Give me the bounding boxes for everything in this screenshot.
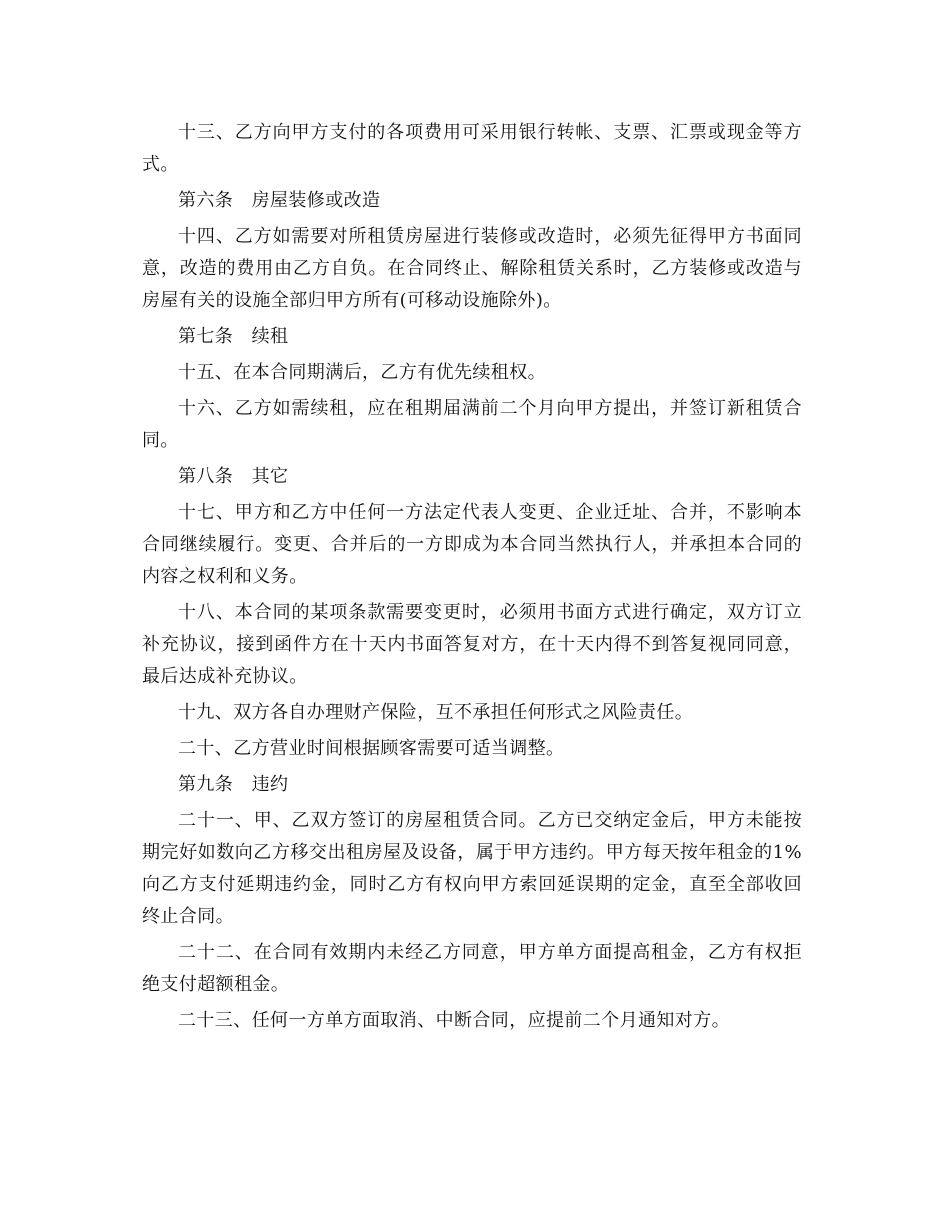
clause-16: 十六、乙方如需续租，应在租期届满前二个月向甲方提出，并签订新租赁合同。 xyxy=(142,398,802,451)
clause-23: 二十三、任何一方单方面取消、中断合同，应提前二个月通知对方。 xyxy=(178,1010,730,1031)
clause-20: 二十、乙方营业时间根据顾客需要可适当调整。 xyxy=(178,738,565,759)
article-6-heading: 第六条 房屋装修或改造 xyxy=(178,190,381,211)
article-7-heading: 第七条 续租 xyxy=(178,326,289,347)
clause-19: 十九、双方各自办理财产保险，互不承担任何形式之风险责任。 xyxy=(178,702,694,723)
clause-15: 十五、在本合同期满后，乙方有优先续租权。 xyxy=(178,362,546,383)
clause-17: 十七、甲方和乙方中任何一方法定代表人变更、企业迁址、合并，不影响本合同继续履行。变更、合并后的一方即成为本合同当然执行人，并承担本合同的内容之权利和义务。 xyxy=(142,502,802,587)
clause-13: 十三、乙方向甲方支付的各项费用可采用银行转帐、支票、汇票或现金等方式。 xyxy=(142,122,802,175)
clause-14: 十四、乙方如需要对所租赁房屋进行装修或改造时，必须先征得甲方书面同意，改造的费用由乙方自负。在合同终止、解除租赁关系时，乙方装修或改造与房屋有关的设施全部归甲方所有(可移动设施除外)。 xyxy=(142,226,802,311)
article-8-heading: 第八条 其它 xyxy=(178,466,289,487)
clause-21: 二十一、甲、乙双方签订的房屋租赁合同。乙方已交纳定金后，甲方未能按期完好如数向乙方移交出租房屋及设备，属于甲方违约。甲方每天按年租金的1%向乙方支付延期违约金，同时乙方有权向甲方索回延误期的定金，直至全部收回终止合同。 xyxy=(142,810,802,927)
article-9-heading: 第九条 违约 xyxy=(178,774,289,795)
clause-18: 十八、本合同的某项条款需要变更时，必须用书面方式进行确定，双方订立补充协议，接到函件方在十天内书面答复对方，在十天内得不到答复视同同意，最后达成补充协议。 xyxy=(142,602,802,687)
document-body xyxy=(142,117,802,1041)
clause-22: 二十二、在合同有效期内未经乙方同意，甲方单方面提高租金，乙方有权拒绝支付超额租金。 xyxy=(142,942,802,995)
